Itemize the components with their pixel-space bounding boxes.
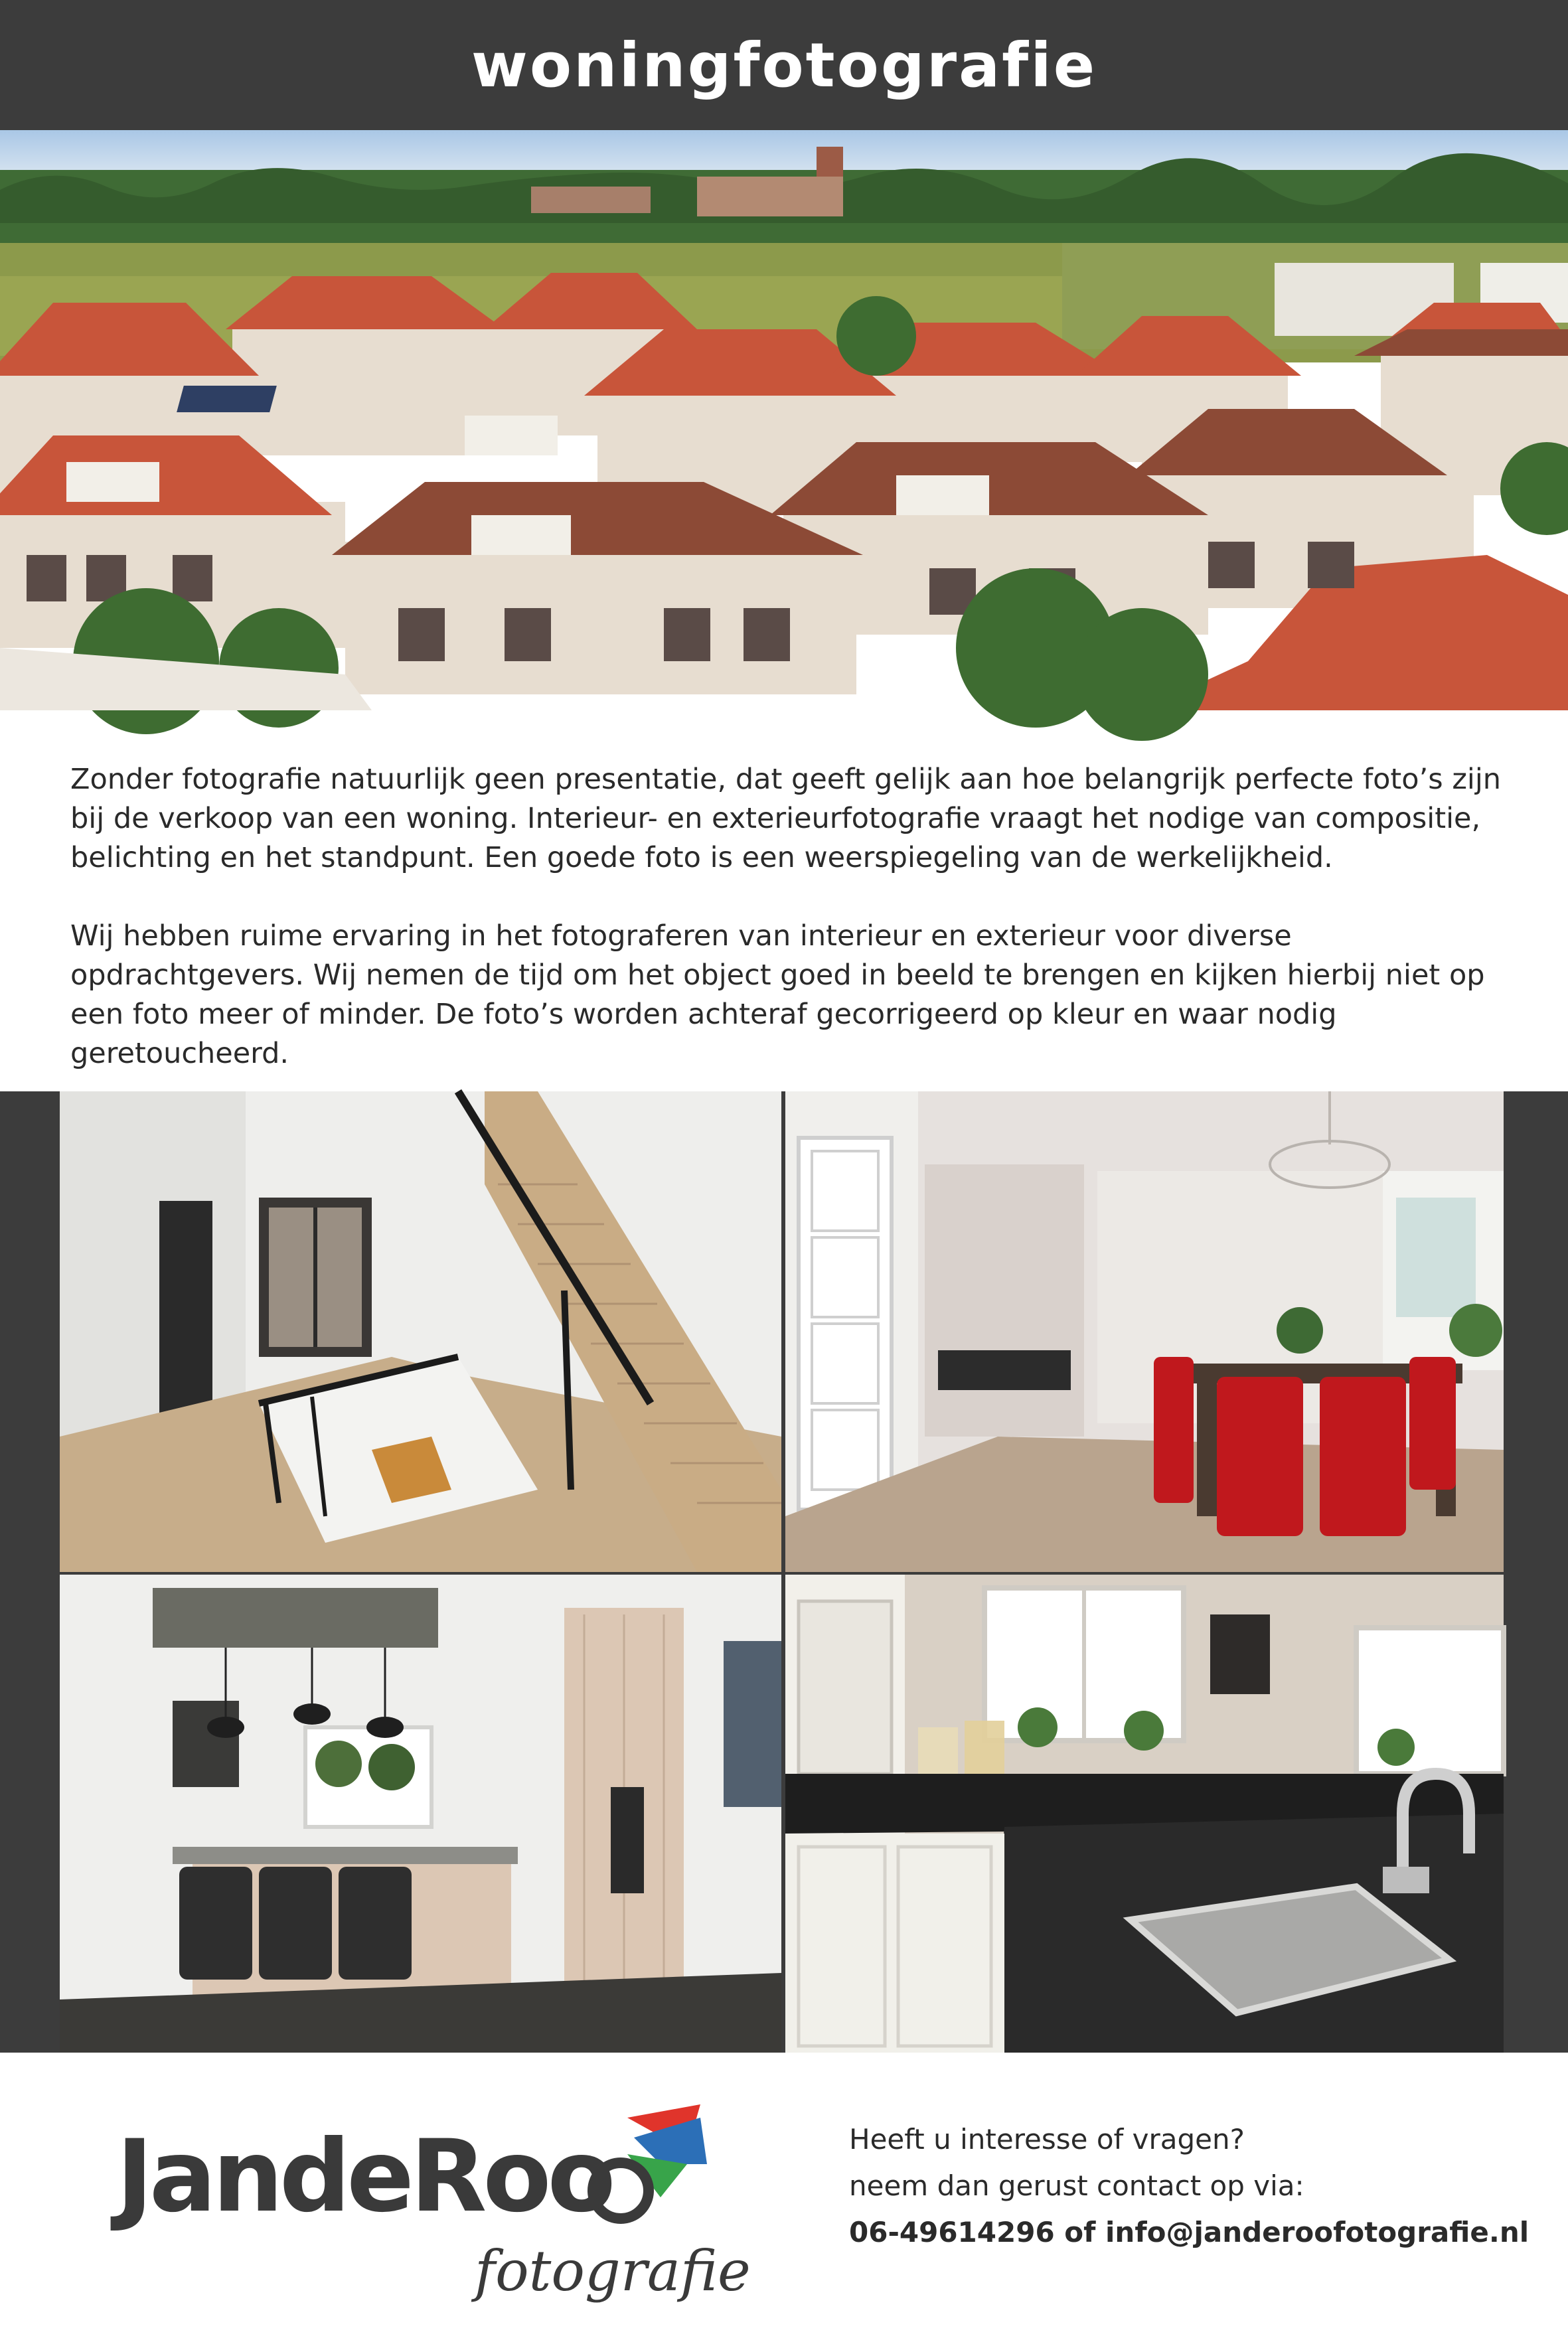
contact-block <box>849 2116 1529 2256</box>
page-title: woningfotografie <box>471 29 1097 101</box>
page-header <box>0 0 1568 130</box>
intro-text <box>70 760 1511 1113</box>
logo-wordmark: JandeRoo <box>116 2119 612 2234</box>
dining-room-photo <box>785 1091 1504 1572</box>
contact-line-1: Heeft u interesse of vragen? <box>849 2123 1245 2156</box>
contact-details[interactable]: 06-49614296 of info@janderoofotografie.nl <box>849 2216 1529 2248</box>
janderoo-logo <box>116 2091 751 2304</box>
logo-swoosh-icon <box>627 2104 707 2197</box>
intro-paragraph-1: Zonder fotografie natuurlijk geen presentatie, dat geeft gelijk aan hoe belangrijk perfecte foto’s zijn bij de verkoop van een woning. Interieur- en exterieurfotografie vraagt het nodige van compositie, belichting en het standpunt. Een goede foto is een weerspiegeling van de werkelijkheid. <box>70 763 1502 874</box>
kitchen-island-photo <box>60 1575 781 2053</box>
staircase-photo <box>60 1091 781 1572</box>
hero-photo <box>0 130 1568 710</box>
intro-paragraph-2: Wij hebben ruime ervaring in het fotograferen van interieur en exterieur voor diverse opdrachtgevers. Wij nemen de tijd om het object goed in beeld te brengen en kijken hierbij niet op een foto meer of minder. De foto’s worden achteraf gecorrigeerd op kleur en waar nodig geretoucheerd. <box>70 919 1485 1070</box>
kitchen-sink-photo <box>785 1575 1504 2053</box>
rooftops-photo <box>0 130 1568 710</box>
contact-line-2: neem dan gerust contact op via: <box>849 2169 1304 2202</box>
logo-subtitle: fotografie <box>475 2238 751 2304</box>
photo-gallery <box>0 1091 1568 2053</box>
